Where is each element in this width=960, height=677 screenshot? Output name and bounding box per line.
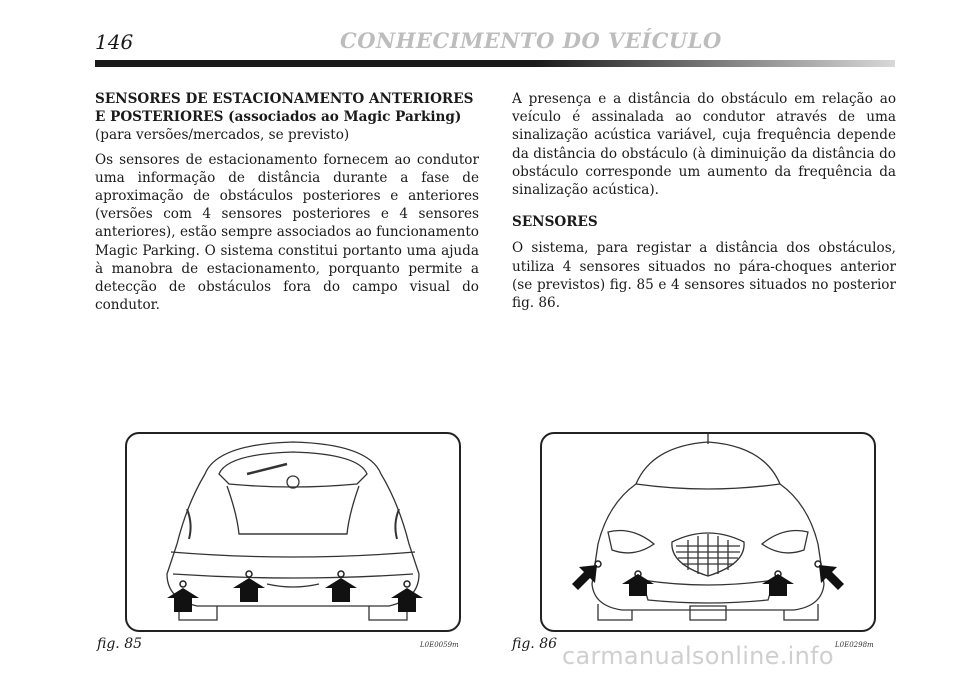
figure-86-caption: fig. 86 (512, 636, 558, 652)
right-column (512, 90, 896, 312)
figure-85-caption: fig. 85 (97, 636, 143, 652)
heading-line2-bold: E POSTERIORES (95, 109, 224, 126)
heading-line1: SENSORES DE ESTACIONAMENTO ANTERIORES (95, 91, 474, 107)
section-title: CONHECIMENTO DO VEÍCULO (340, 28, 722, 53)
sensors-paragraph: O sistema, para registar a distância dos obstáculos, utiliza 4 sensores situados no pára-choques anterior (se previstos) fig. 85 e 4 sensores situados no posterior fig. 86. (512, 240, 896, 312)
page-number: 146 (95, 30, 134, 54)
figure-85-code: L0E0059m (420, 641, 459, 649)
figure-86-front-sensors (540, 432, 876, 632)
sensors-heading: SENSORES (512, 214, 598, 231)
watermark: carmanualsonline.info (562, 642, 834, 670)
figure-86-code: L0E0298m (835, 641, 874, 649)
header-rule (95, 60, 895, 67)
intro-paragraph: Os sensores de estacionamento fornecem ao condutor uma informação de distância durante a fase de aproximação de obstáculos posteriores e anteriores (versões com 4 sensores posteriores e 4 sensores anteriores), estão sempre associados ao funcionamento Magic Parking. O sistema constitui portanto uma ajuda à manobra de estacionamento, porquanto permite a detecção de obstáculos fora do campo visual do condutor. (95, 151, 479, 314)
heading-line2-rest: (associados ao Magic Parking) (223, 109, 462, 126)
section-subheading: (para versões/mercados, se previsto) (95, 127, 350, 144)
section-heading (95, 90, 479, 126)
left-column (95, 90, 479, 314)
signal-paragraph: A presença e a distância do obstáculo em relação ao veículo é assinalada ao condutor através de uma sinalização acústica variável, cuja frequência depende da distância do obstáculo (à diminuição da distância do obstáculo corresponde um aumento da frequência da sinalização acústica). (512, 91, 896, 199)
figure-85-rear-sensors (125, 432, 461, 632)
